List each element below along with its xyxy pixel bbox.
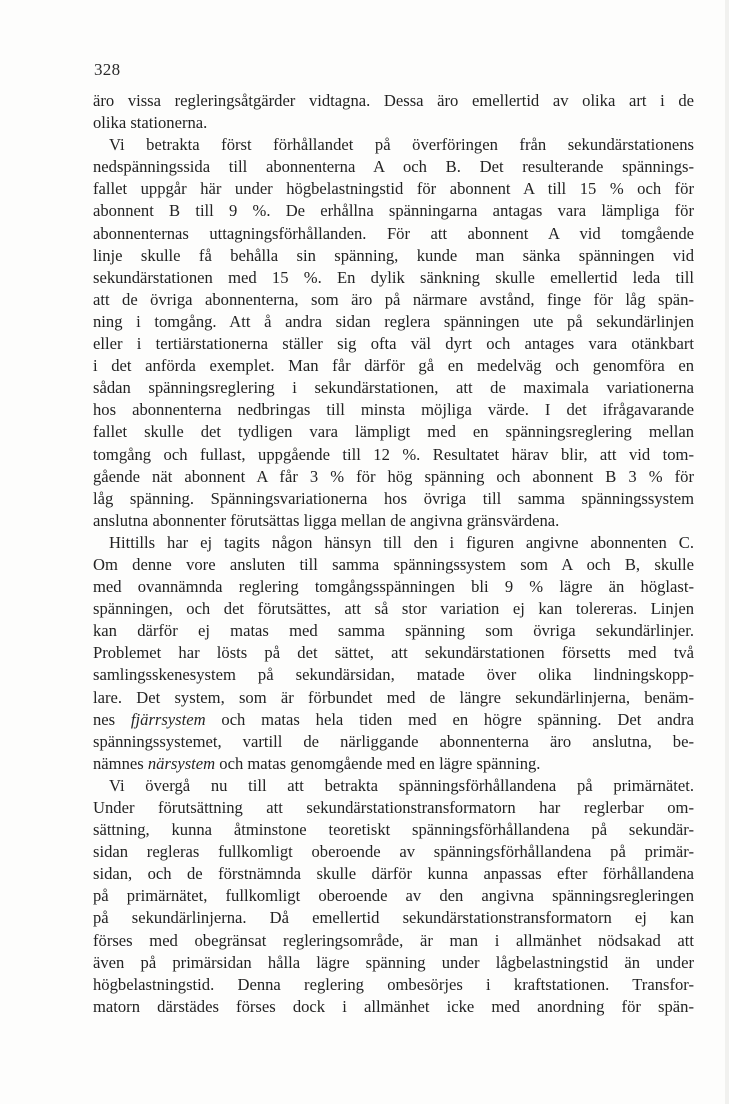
text-line <box>93 753 694 775</box>
text-line: nedspänningssida till abonnenterna A och B. Det resulterande spännings- <box>93 157 694 177</box>
text-line: linje skulle få behålla sin spänning, kunde man sänka spänningen vid <box>93 245 694 265</box>
text-line: låg spänning. Spänningsvariationerna hos övriga till samma spänningssystem <box>93 488 694 508</box>
text-line: tomgång och fullast, uppgående till 12 %. Resultatet härav blir, att vid tom- <box>93 444 694 464</box>
text-line: även på primärsidan hålla lägre spänning under lågbelastningstid än under <box>93 952 694 972</box>
italic-term: fjärrsystem <box>130 709 206 729</box>
text-segment: och matas hela tiden med en högre spänning. Det andra <box>205 709 694 729</box>
text-line: fallet uppgår här under högbelastningstid för abonnent A till 15 % och för <box>93 179 694 199</box>
text-line <box>93 709 694 731</box>
text-line: högbelastningstid. Denna reglering ombesörjes i kraftstationen. Transfor- <box>93 974 694 994</box>
text-segment: och matas genomgående med en lägre spänning. <box>215 753 541 773</box>
text-line: sidan regleras fullkomligt oberoende av spänningsförhållandena på primär- <box>93 842 694 862</box>
text-line: på primärnätet, fullkomligt oberoende av den angivna spänningsregleringen <box>93 886 694 906</box>
text-line: hos abonnenterna nedbringas till minsta möjliga värde. I det ifrågavarande <box>93 400 694 420</box>
text-line: Under förutsättning att sekundärstationstransformatorn har reglerbar om- <box>93 798 694 817</box>
text-line: gående nät abonnent A får 3 % för hög spänning och abonnent B 3 % för <box>93 466 694 486</box>
body-text <box>93 90 694 1018</box>
italic-term: närsystem <box>147 753 216 773</box>
text-line: anslutna abonnenter förutsättas ligga mellan de angivna gränsvärdena. <box>93 510 560 530</box>
text-line: Om denne vore ansluten till samma spänningssystem som A och B, skulle <box>93 554 694 574</box>
text-segment: nes <box>93 709 131 729</box>
page-edge <box>725 0 729 1104</box>
text-line: spänningssystemet, vartill de närliggande abonnenterna äro anslutna, be- <box>93 731 694 751</box>
text-line: förses med obegränsat regleringsområde, är man i allmänhet nödsakad att <box>93 930 694 950</box>
text-line: fallet skulle det tydligen vara lämpligt med en spänningsreglering mellan <box>93 422 694 442</box>
text-line: i det anförda exemplet. Man får därför gå en medelväg och genomföra en <box>93 356 694 376</box>
text-line: sidan, och de förstnämnda skulle därför kunna anpassas efter förhållandena <box>93 864 694 884</box>
text-line: Hittills har ej tagits någon hänsyn till den i figuren angivne abonnenten C. <box>109 532 694 552</box>
text-line: ning i tomgång. Att å andra sidan reglera spänningen ute på sekundärlinjen <box>93 311 694 331</box>
text-line: sekundärstationen med 15 %. En dylik sänkning skulle emellertid leda till <box>93 267 694 287</box>
text-line: kan därför ej matas med samma spänning som övriga sekundärlinjer. <box>93 621 694 641</box>
text-segment: nämnes <box>93 753 148 773</box>
text-line: abonnent B till 9 %. De erhållna spänningarna antagas vara lämpliga för <box>93 201 694 221</box>
text-line: Vi betrakta först förhållandet på överföringen från sekundärstationens <box>109 135 694 155</box>
text-line: olika stationerna. <box>93 113 208 133</box>
page-number: 328 <box>94 60 121 79</box>
text-line: spänningen, och det förutsättes, att så stor variation ej kan tolereras. Linjen <box>93 599 694 619</box>
text-line: samlingsskenesystem på sekundärsidan, matade över olika lindningskopp- <box>93 665 694 685</box>
text-line: Vi övergå nu till att betrakta spänningsförhållandena på primärnätet. <box>109 775 694 795</box>
text-line: äro vissa regleringsåtgärder vidtagna. Dessa äro emellertid av olika art i de <box>93 91 694 110</box>
text-line: att de övriga abonnenterna, som äro på närmare avstånd, finge för låg spän- <box>93 289 694 309</box>
text-line: abonnenternas uttagningsförhållanden. För att abonnent A vid tomgående <box>93 223 694 243</box>
text-line: lare. Det system, som är förbundet med de längre sekundärlinjerna, benäm- <box>93 687 694 707</box>
text-line: sättning, kunna åtminstone teoretiskt spänningsförhållandena på sekundär- <box>93 820 694 840</box>
text-line: med ovannämnda reglering tomgångsspänningen bli 9 % lägre än höglast- <box>93 577 694 597</box>
text-line: sådan spänningsreglering i sekundärstationen, att de maximala variationerna <box>93 378 694 398</box>
text-line: eller i tertiärstationerna ställer sig ofta väl dyrt och antages vara otänkbart <box>93 334 694 354</box>
text-line: matorn därstädes förses dock i allmänhet icke med anordning för spän- <box>93 996 694 1016</box>
text-line: Problemet har lösts på det sättet, att sekundärstationen försetts med två <box>93 643 694 663</box>
text-line: på sekundärlinjerna. Då emellertid sekundärstationstransformatorn ej kan <box>93 908 694 928</box>
